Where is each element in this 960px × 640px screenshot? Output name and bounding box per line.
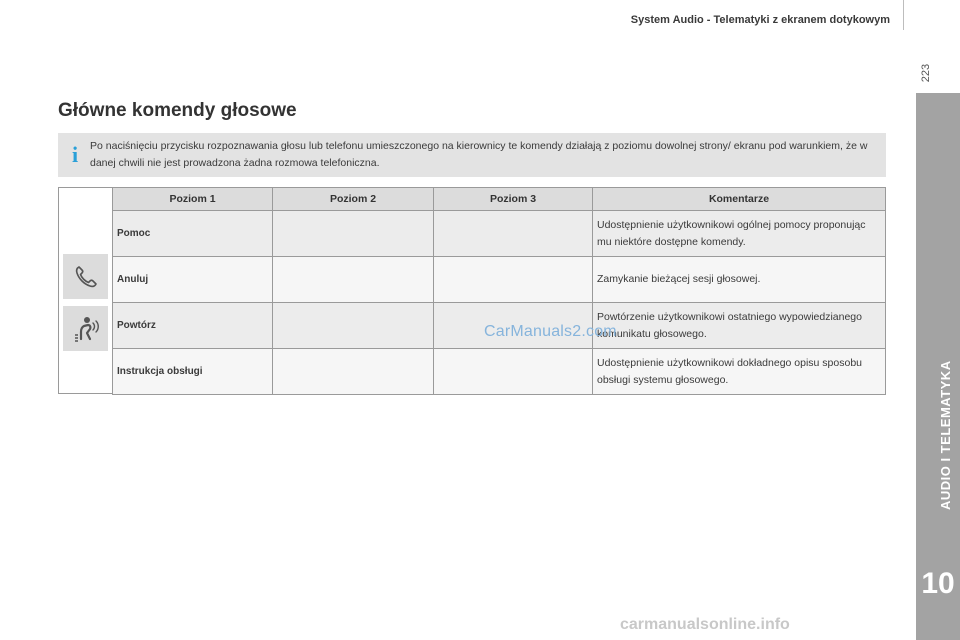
header-level-2: Poziom 2 xyxy=(273,188,434,211)
document-header-title: System Audio - Telematyki z ekranem dotykowym xyxy=(630,14,890,26)
table-header-row xyxy=(113,188,886,211)
cell-comment: Zamykanie bieżącej sesji głosowej. xyxy=(593,257,886,303)
voice-commands-table xyxy=(112,187,886,395)
header-comments: Komentarze xyxy=(593,188,886,211)
cell-level-3 xyxy=(434,349,593,395)
command-icons-column xyxy=(58,187,112,394)
cell-level-2 xyxy=(273,257,434,303)
watermark-carmanuals2: CarManuals2.com xyxy=(484,323,617,340)
cell-level-1: Anuluj xyxy=(113,257,273,303)
cell-level-1: Instrukcja obsługi xyxy=(113,349,273,395)
table-row xyxy=(113,257,886,303)
table-row xyxy=(113,211,886,257)
cell-level-2 xyxy=(273,349,434,395)
chapter-side-label: AUDIO I TELEMATYKA xyxy=(938,360,953,510)
header-level-1: Poziom 1 xyxy=(113,188,273,211)
cell-level-2 xyxy=(273,211,434,257)
header-divider xyxy=(903,0,904,30)
cell-level-3 xyxy=(434,211,593,257)
voice-command-icon xyxy=(63,306,108,351)
info-note-text: Po naciśnięciu przycisku rozpoznawania głosu lub telefonu umieszczonego na kierownicy te komendy działają z poziomu dowolnej strony/ ekranu pod warunkiem, że w danej chwili nie jest prowadzona żadna rozmowa telefoniczna. xyxy=(90,140,868,169)
cell-comment: Udostępnienie użytkownikowi ogólnej pomocy proponując mu niektóre dostępne komendy. xyxy=(593,211,886,257)
cell-level-3 xyxy=(434,257,593,303)
cell-level-1: Pomoc xyxy=(113,211,273,257)
header-level-3: Poziom 3 xyxy=(434,188,593,211)
watermark-carmanualsonline: carmanualsonline.info xyxy=(620,616,790,633)
chapter-number: 10 xyxy=(916,556,960,612)
info-icon: i xyxy=(71,142,79,167)
section-title: Główne komendy głosowe xyxy=(58,100,297,121)
table-row xyxy=(113,349,886,395)
info-note xyxy=(58,133,886,177)
cell-level-2 xyxy=(273,303,434,349)
phone-icon xyxy=(63,254,108,299)
cell-comment: Powtórzenie użytkownikowi ostatniego wypowiedzianego komunikatu głosowego. xyxy=(593,303,886,349)
cell-comment: Udostępnienie użytkownikowi dokładnego opisu sposobu obsługi systemu głosowego. xyxy=(593,349,886,395)
page-number: 223 xyxy=(920,63,932,83)
cell-level-1: Powtórz xyxy=(113,303,273,349)
